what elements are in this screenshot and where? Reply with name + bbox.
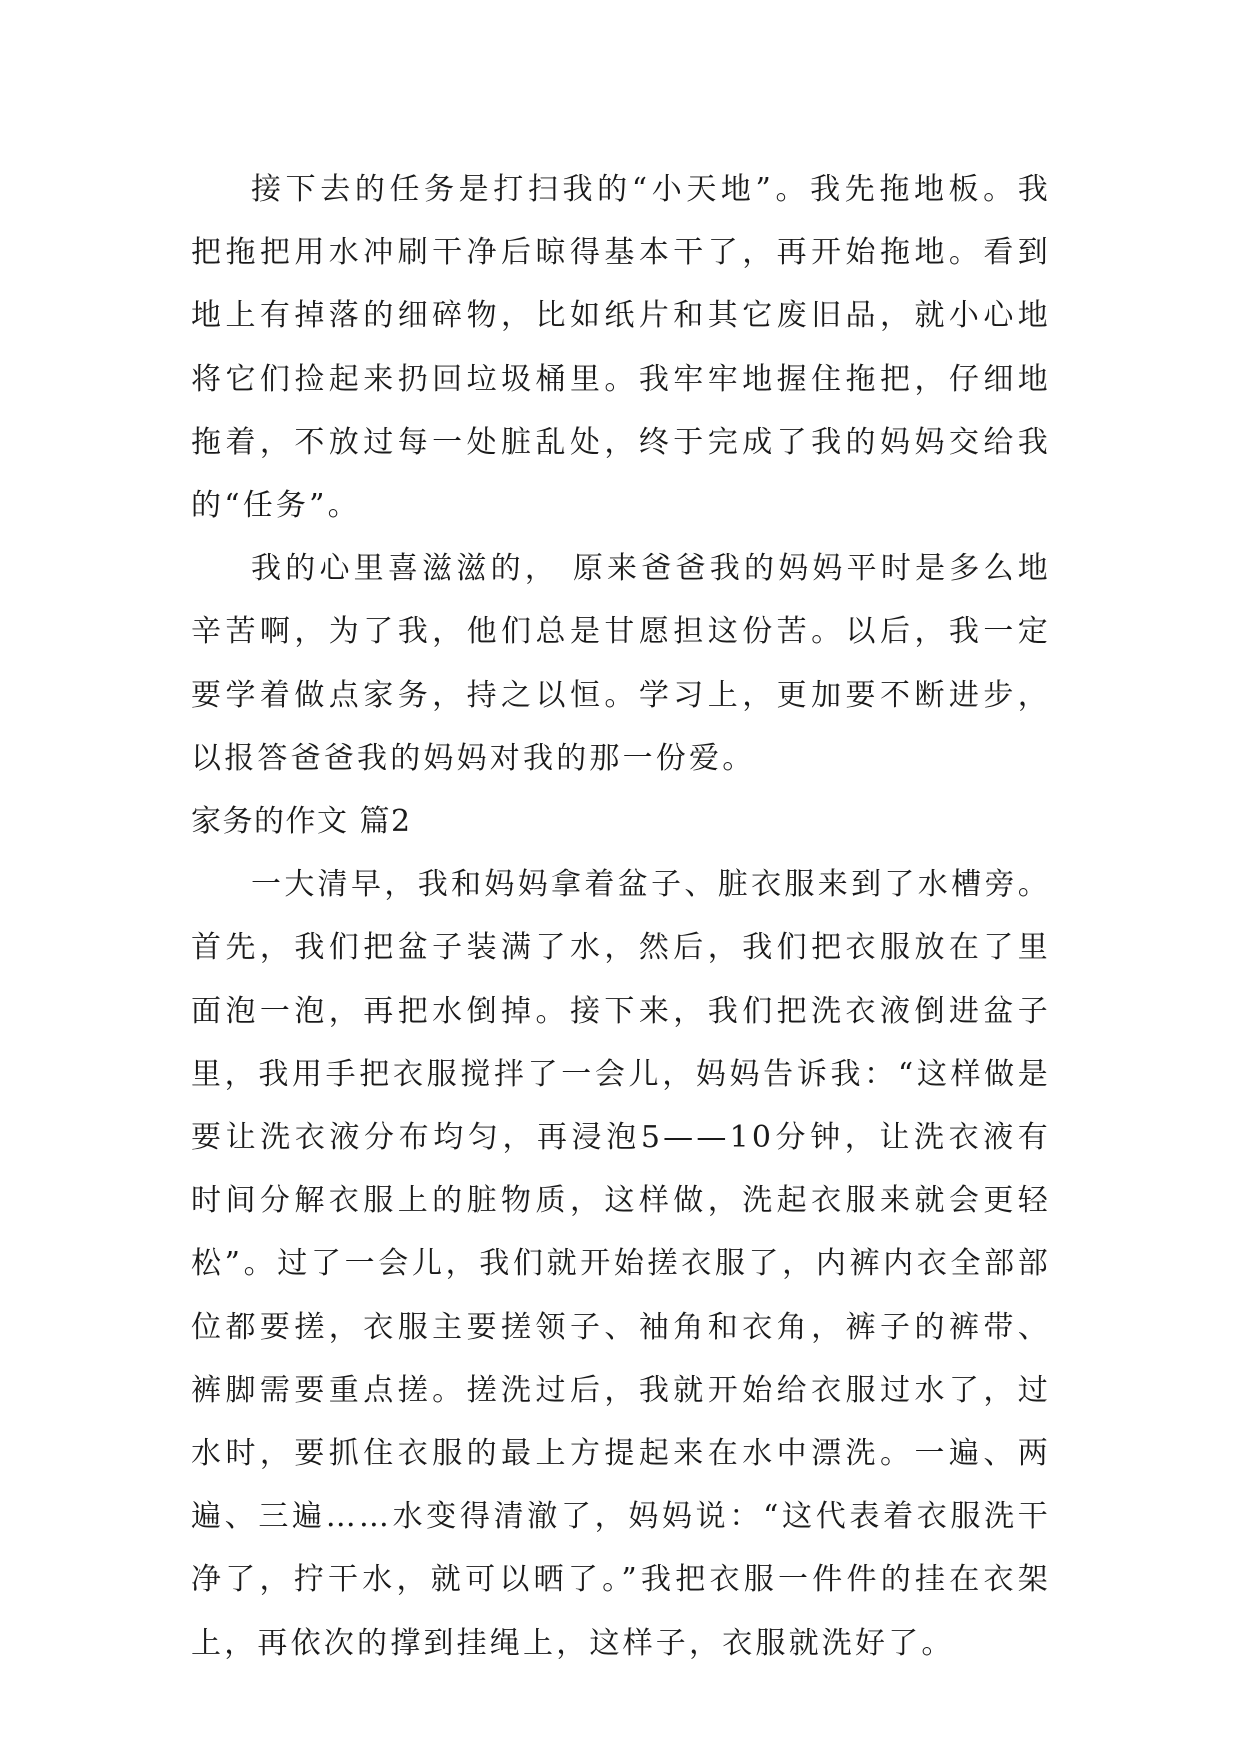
paragraph-reflection: 我的心里喜滋滋的， 原来爸爸我的妈妈平时是多么地辛苦啊，为了我，他们总是甘愿担这份苦。以后，我一定要学着做点家务，持之以恒。学习上，更加要不断进步，以报答爸爸我的妈妈对我的那一份爱。: [191, 551, 1051, 776]
paragraph-cleaning-room: 接下去的任务是打扫我的“小天地”。我先拖地板。我把拖把用水冲刷干净后晾得基本干了，再开始拖地。看到地上有掉落的细碎物，比如纸片和其它废旧品，就小心地将它们捡起来扔回垃圾桶里。我牢牢地握住拖把，仔细地拖着，不放过每一处脏乱处，终于完成了我的妈妈交给我的“任务”。: [191, 172, 1051, 524]
document-body: [191, 158, 1051, 1675]
paragraph-washing-clothes: 一大清早，我和妈妈拿着盆子、脏衣服来到了水槽旁。首先，我们把盆子装满了水，然后，我们把衣服放在了里面泡一泡，再把水倒掉。接下来，我们把洗衣液倒进盆子里，我用手把衣服搅拌了一会儿，妈妈告诉我：“这样做是要让洗衣液分布均匀，再浸泡5——10分钟，让洗衣液有时间分解衣服上的脏物质，这样做，洗起衣服来就会更轻松”。过了一会儿，我们就开始搓衣服了，内裤内衣全部部位都要搓，衣服主要搓领子、袖角和衣角，裤子的裤带、裤脚需要重点搓。搓洗过后，我就开始给衣服过水了，过水时，要抓住衣服的最上方提起来在水中漂洗。一遍、两遍、三遍……水变得清澈了，妈妈说：“这代表着衣服洗干净了，拧干水，就可以晒了。”我把衣服一件件的挂在衣架上，再依次的撑到挂绳上，这样子，衣服就洗好了。: [191, 867, 1051, 1661]
section-heading: 家务的作文 篇2: [191, 804, 412, 840]
